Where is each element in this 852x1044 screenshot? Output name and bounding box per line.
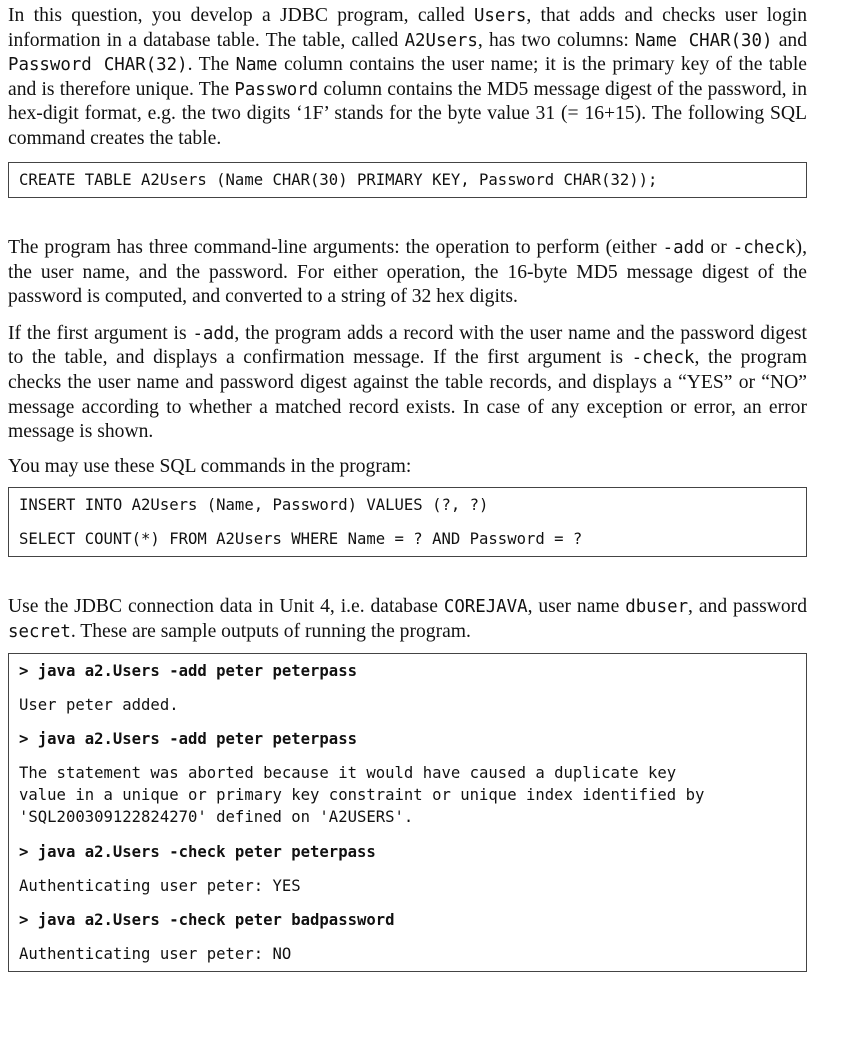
sql-commands-code-box <box>8 487 807 557</box>
sample-command-4: > java a2.Users -check peter badpassword <box>19 910 395 929</box>
behavior-paragraph: If the first argument is -add, the program adds a record with the user name and the password digest to the table, and displays a confirmation message. If the first argument is -check, the program checks the user name and password digest against the table records, and displays a “YES” or “NO” message according to whether a matched record exists. In case of any exception or error, an error message is shown. <box>8 322 807 443</box>
sample-output-2-line-3: 'SQL200309122824270' defined on 'A2USERS'. <box>19 807 414 826</box>
sample-command-1: > java a2.Users -add peter peterpass <box>19 661 357 680</box>
intro-paragraph: In this question, you develop a JDBC program, called Users, that adds and checks user login information in a database table. The table, called A2Users, has two columns: Name CHAR(30) and Password CHAR(32). The Name column contains the user name; it is the primary key of the table and is therefore unique. The Password column contains the MD5 message digest of the password, in hex-digit format, e.g. the two digits ‘1F’ stands for the byte value 31 (= 16+15). The following SQL command creates the table. <box>8 5 808 149</box>
select-sql: SELECT COUNT(*) FROM A2Users WHERE Name = ? AND Password = ? <box>19 530 583 549</box>
sample-command-2: > java a2.Users -add peter peterpass <box>19 729 357 748</box>
arguments-paragraph: The program has three command-line arguments: the operation to perform (either -add or -check), the user name, and the password. For either operation, the 16-byte MD5 message digest of the password is computed, and converted to a string of 32 hex digits. <box>8 237 807 308</box>
create-table-code-box <box>8 162 807 198</box>
connection-paragraph: Use the JDBC connection data in Unit 4, i.e. database COREJAVA, user name dbuser, and password secret. These are sample outputs of running the program. <box>8 596 808 642</box>
create-table-sql: CREATE TABLE A2Users (Name CHAR(30) PRIMARY KEY, Password CHAR(32)); <box>19 171 658 189</box>
sample-output-4: Authenticating user peter: NO <box>19 944 292 963</box>
question-page <box>8 4 807 972</box>
sample-output-code-box <box>8 653 807 972</box>
sample-output-2-line-1: The statement was aborted because it would have caused a duplicate key <box>19 763 677 782</box>
sample-output-2 <box>19 756 796 835</box>
sample-output-3: Authenticating user peter: YES <box>19 876 301 895</box>
sql-intro-text: You may use these SQL commands in the program: <box>8 455 412 477</box>
sample-command-3: > java a2.Users -check peter peterpass <box>19 842 376 861</box>
sample-output-2-line-2: value in a unique or primary key constraint or unique index identified by <box>19 785 705 804</box>
sample-output-1: User peter added. <box>19 695 179 714</box>
insert-sql: INSERT INTO A2Users (Name, Password) VALUES (?, ?) <box>19 496 489 515</box>
